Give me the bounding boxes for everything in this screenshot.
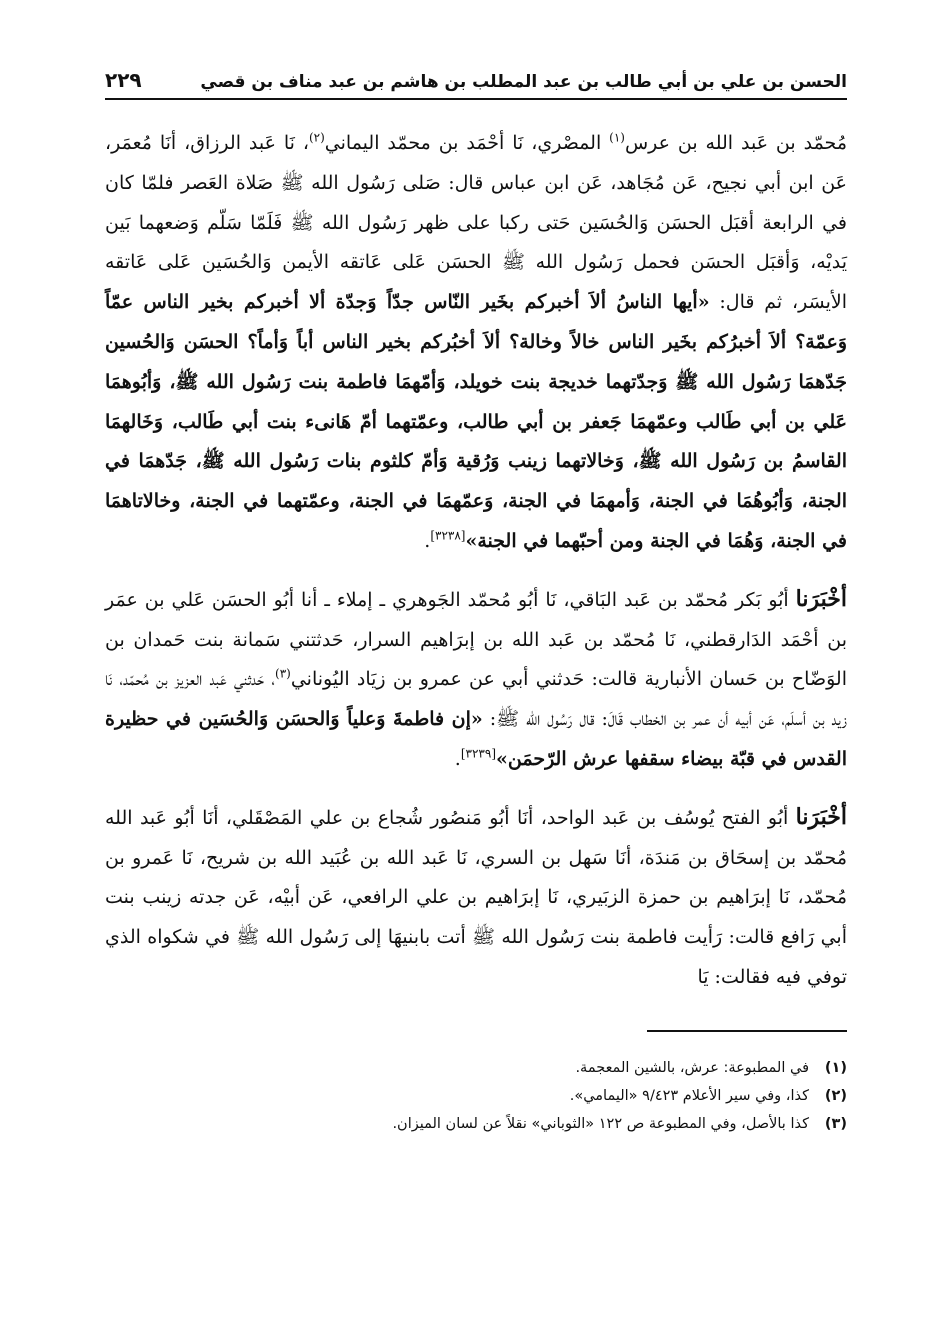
footnote: (١) في المطبوعة: عرش، بالشين المعجمة. bbox=[575, 1059, 847, 1076]
footnote-separator bbox=[647, 1030, 847, 1032]
hadith-text: «إن فاطمةَ وَعلياً وَالحسَن وَالحُسَين في حظيرة القدس في قبّة بيضاء سقفها عرش الرّحمَن» bbox=[105, 708, 847, 770]
main-text bbox=[105, 124, 847, 998]
running-header bbox=[105, 52, 847, 100]
hadith-number: [٣٢٣٩] bbox=[460, 746, 496, 761]
hadith-text: «أيها الناسُ ألاَ أخبركم بخَير النّاس جدّاً وَجدّة ألا أخبركم بخير الناس عمّاً وَعمّة؟ ألاَ أخبرُكم بخَير الناس خالاً وخالة؟ ألاَ أخبُركم بخير الناس أباً وَأماً؟ الحسَن وَالحُسين جَدّهمَا رَسُول الله ﷺ وَجدّتهما خديجة بنت خويلد، وَأمّهمَا فاطمة بنت رَسُول الله ﷺ، وَأبُوهمَا عَلي بن أبي طَالب وعمّهمَا جَعفر بن أبي طالب، وعمّتهما أمّ هَانىء بنت أبي طَالب، وَخَالهمَا القاسمُ بن رَسُول الله ﷺ، وَخالاتهما زينب وَرُقية وَأمّ كلثوم بنات رَسُول الله ﷺ، جَدّهمَا في الجنة، وَأبُوهُمَا في الجنة، وَأمهمَا في الجنة، وَعمّهمَا في الجنة، وعمّتهما في الجنة، وخالاتاهمَا في الجنة، وَهُمَا في الجنة ومن أحبّهما في الجنة» bbox=[105, 291, 847, 552]
hadith-number: [٣٢٣٨] bbox=[430, 528, 466, 543]
footnotes bbox=[105, 1054, 847, 1138]
footnote: (٣) كذا بالأصل، وفي المطبوعة ص ١٢٢ «الثوباني» نقلاً عن لسان الميزان. bbox=[392, 1115, 847, 1132]
page-number: ٢٢٩ bbox=[105, 68, 142, 92]
footnote-ref-1: (١) bbox=[609, 130, 625, 145]
footnote-ref-3: (٣) bbox=[275, 667, 291, 682]
footnote-ref-2: (٢) bbox=[308, 130, 325, 145]
header-title: الحسن بن علي بن أبي طالب بن عبد المطلب بن هاشم بن عبد مناف بن قصي bbox=[200, 72, 847, 92]
isnad-lead: أخْبَرَنا bbox=[795, 803, 847, 830]
isnad-lead: أخْبَرَنا bbox=[795, 585, 847, 612]
paragraph-1: مُحمّد بن عَبد الله بن عرس$^{(١)}$ المصْري، نَا أحْمَد بن محمّد اليماني$^{(٢)}$، نَا عَبد الرزاق، أنَا مُعمَر، عَن ابن أبي نجيح، عَن مُجَاهد، عَن ابن عباس قال: صَلى رَسُول الله ﷺ صَلاة العَصر فلمّا كان في الرابعة أقبَل الحسَن وَالحُسَين حَتى ركبا على ظهر رَسُول الله ﷺ فَلَمّا سَلّم وَضعهما بَين يَديْه، وَأقبَل الحسَن فحمل رَسُول الله ﷺ الحسَن عَلى عَاتقه الأيمن وَالحُسَين عَلى عَاتقه الأيسَر، ثم قال: «أيها الناسُ ألاَ أخبركم بخَير النّاس جدّاً وَجدّة ألا أخبركم بخير الناس عمّاً وَعمّة؟ ألاَ أخبرُكم بخَير الناس خالاً وخالة؟ ألاَ أخبُركم بخير الناس أباً وَأماً؟ الحسَن وَالحُسين جَدّهمَا رَسُول الله ﷺ وَجدّتهما خديجة بنت خويلد، وَأمّهمَا فاطمة بنت رَسُول الله ﷺ، وَأبُوهمَا عَلي بن أبي طَالب وعمّهمَا جَعفر بن أبي طالب، وعمّتهما أمّ هَانىء بنت أبي طَالب، وَخَالهمَا القاسمُ بن رَسُول الله ﷺ، وَخالاتهما زينب وَرُقية وَأمّ كلثوم بنات رَسُول الله ﷺ، جَدّهمَا في الجنة، وَأبُوهُمَا في الجنة، وَأمهمَا في الجنة، وَعمّهمَا في الجنة، وعمّتهما في الجنة، وخالاتاهمَا في الجنة، وَهُمَا في الجنة ومن أحبّهما في الجنة»[٣٢٣٨]. bbox=[105, 130, 847, 552]
footnote: (٢) كذا، وفي سير الأعلام ٩/٤٢٣ «اليمامي». bbox=[569, 1087, 847, 1104]
paragraph-3: أخْبَرَنا أبُو الفتح يُوسُف بن عَبد الواحد، أنَا أبُو مَنصُور شُجاع بن علي المَصْقَلي، أنَا أبُو عَبد الله مُحمّد بن إسحَاق بن مَندَة، أنَا سَهل بن السري، نَا عَبد الله بن عُبَيد الله بن شريح، نَا عَمرو بن مُحمّد، نَا إبرَاهيم بن حمزة الزبَيري، نَا إبرَاهيم بن علي الرافعي، عَن أبيْه، عَن جدته زينب بنت أبي رَافع قالت: رَأيت فاطمة بنت رَسُول الله ﷺ أتت بابنيهَا إلى رَسُول الله ﷺ في شكواه الذي توفي فيه فقالت: يَا bbox=[105, 803, 847, 988]
paragraph-2: أخْبَرَنا أبُو بَكر مُحمّد بن عَبد البَاقي، نَا أبُو مُحمّد الجَوهري ـ إملاء ـ أنا أبُو الحسَن عَلي بن عمَر بن أحْمَد الدَارقطني، نَا مُحمّد بن عَبد الله بن إبرَاهيم السرار، حَدثتني سَمانة بنت حَمدان بن الوَضّاح بن حَسان الأنبارية قالت: حَدثني أبي عن عمرو بن زيَاد اليُوناني$^{(٣)}$، حَدثني عَبد العزيز بن مُحمّد، نَا زيد بن أسلَم، عَن أبيه أن عمر بن الخطاب قَالَ: قال رَسُول الله ﷺ: «إن فاطمةَ وَعلياً وَالحسَن وَالحُسَين في حظيرة القدس في قبّة بيضاء سقفها عرش الرّحمَن»[٣٢٣٩]. bbox=[105, 585, 847, 770]
